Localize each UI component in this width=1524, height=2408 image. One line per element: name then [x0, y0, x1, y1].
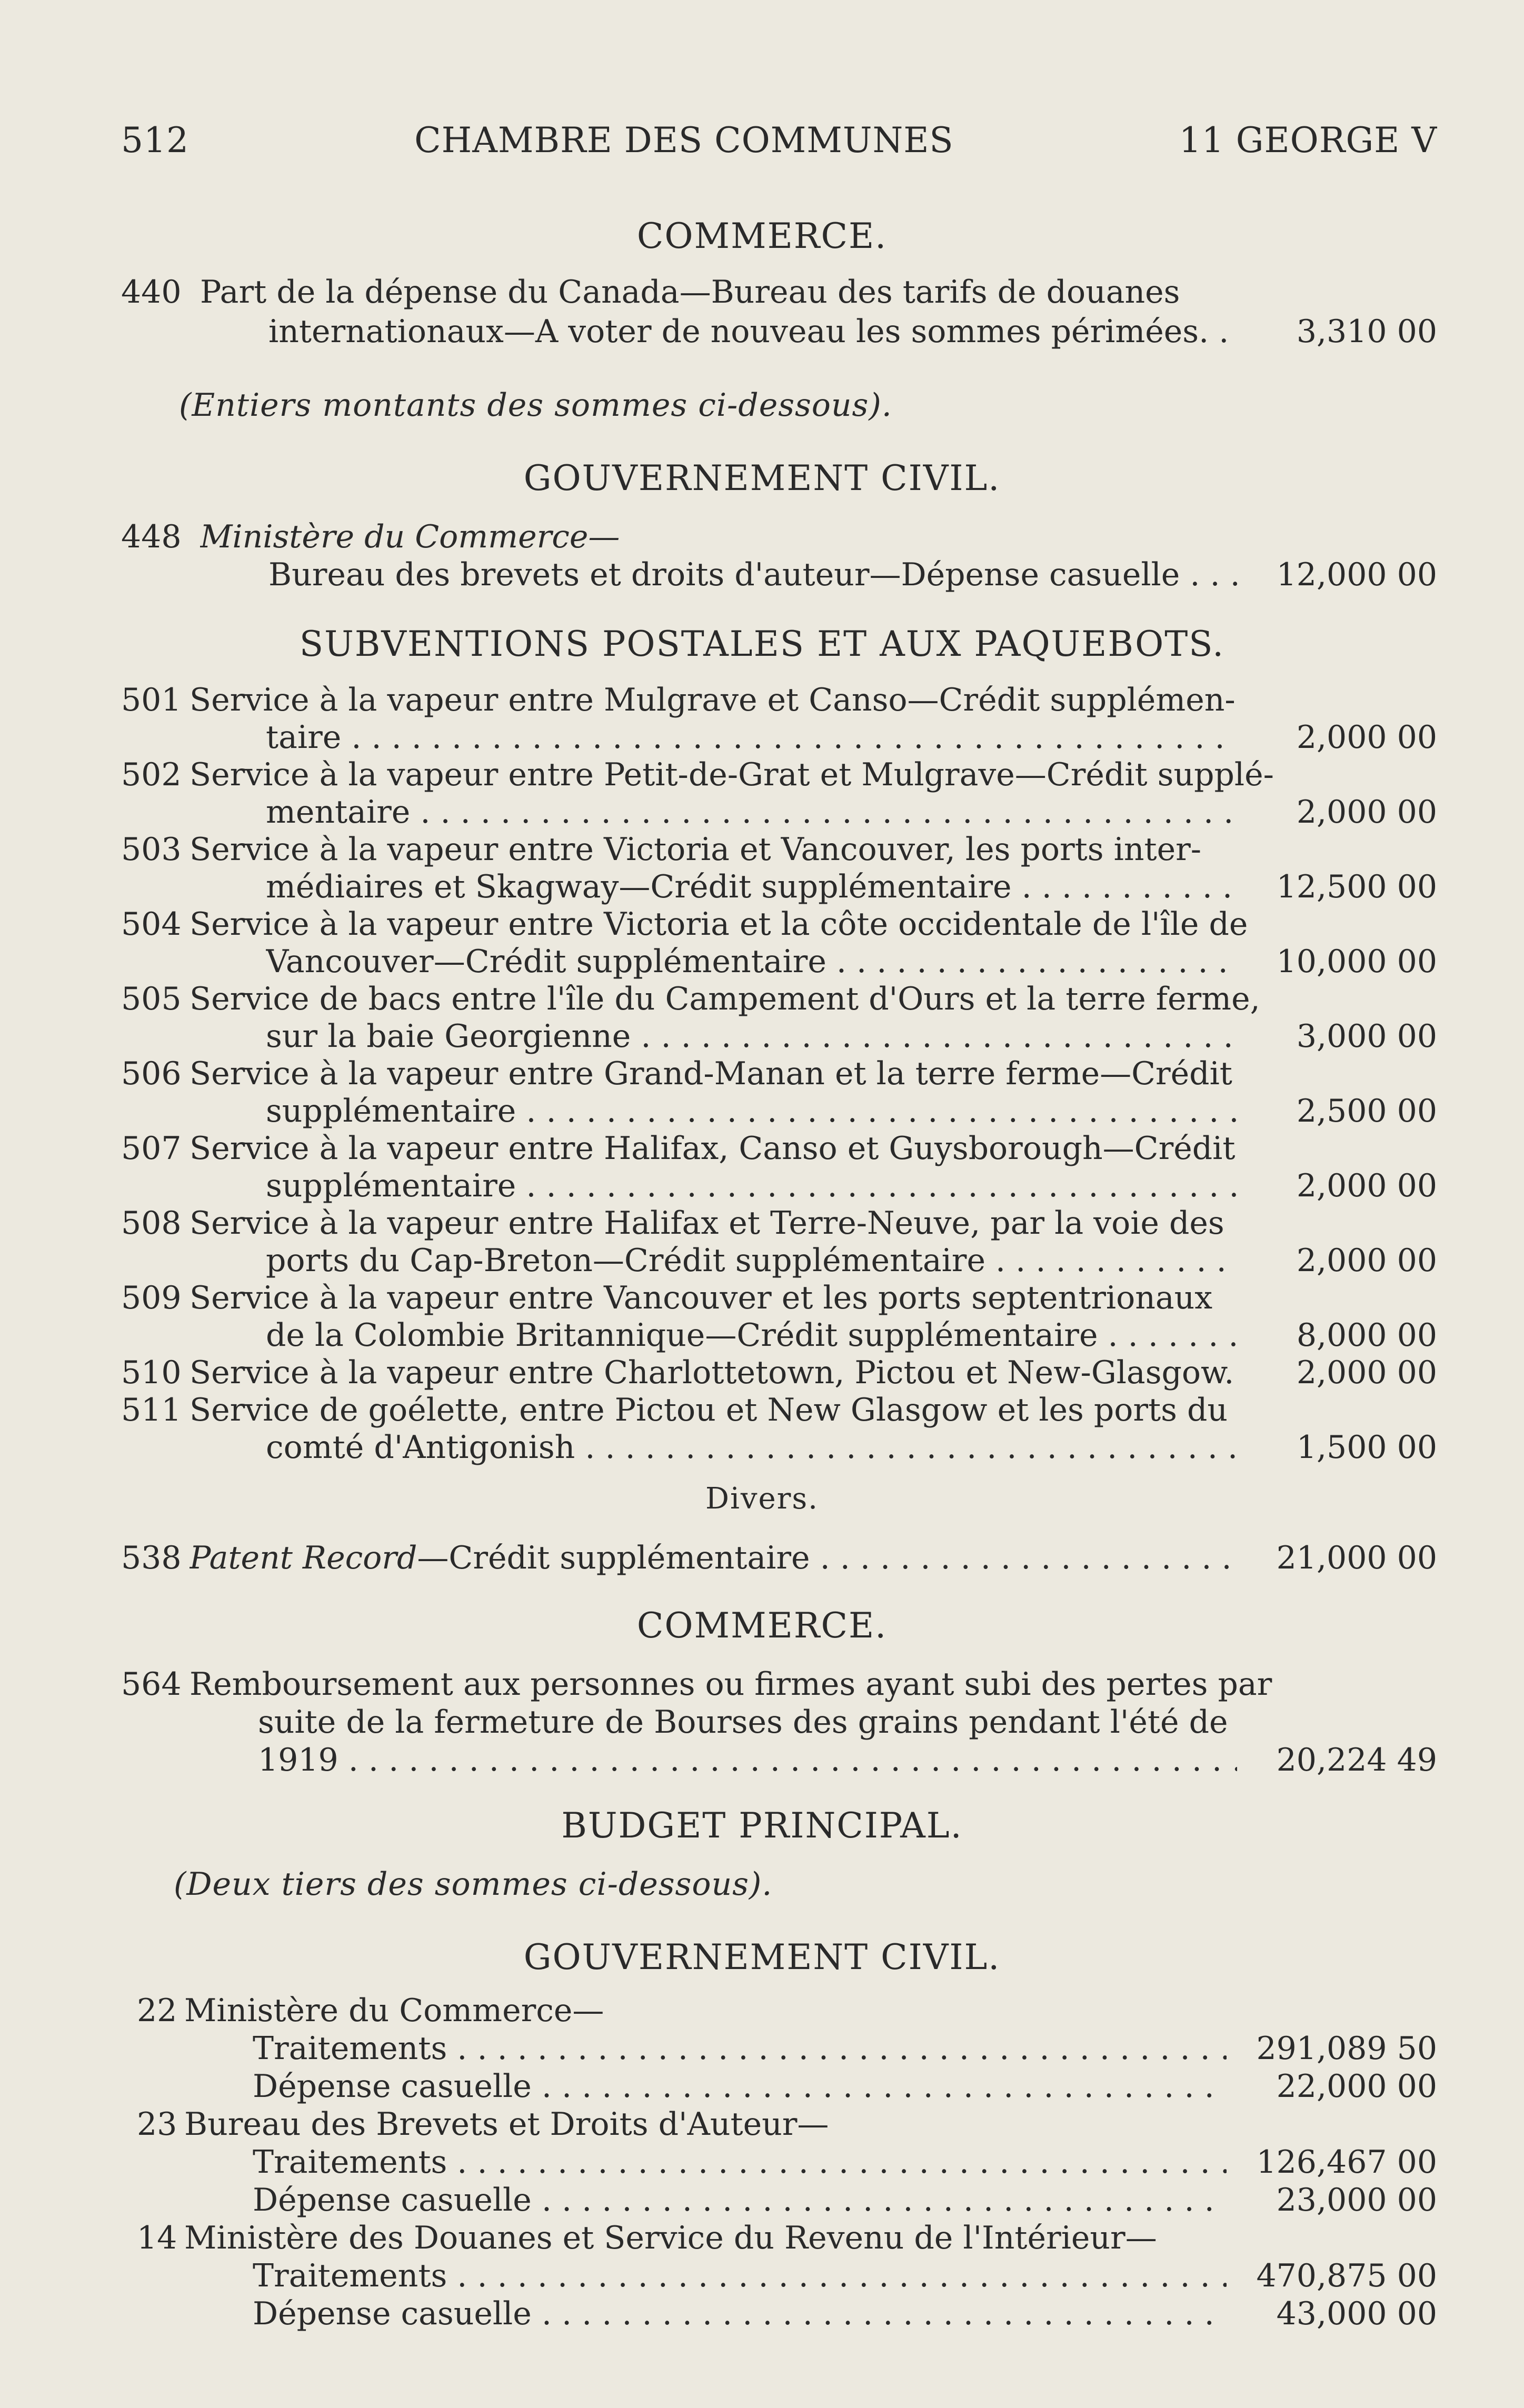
subvention-item-continued: ports du Cap-Breton—Crédit supplémentaire . . . 2,000 00 — [121, 1240, 1437, 1282]
amount: 10,000 00 — [1276, 943, 1437, 980]
subvention-item: 503 Service à la vapeur entre Victoria et Vancouver, les ports inter- — [121, 831, 1202, 868]
amount: 20,224 49 — [1276, 1742, 1437, 1778]
subvention-item-continued: taire . . . 2,000 00 — [121, 716, 1437, 758]
page-header — [121, 120, 1437, 161]
subvention-item-continued: mentaire . . . 2,000 00 — [121, 791, 1437, 833]
session-label: 11 GEORGE V — [1179, 120, 1437, 161]
running-title: CHAMBRE DES COMMUNES — [414, 120, 954, 161]
amount: 2,000 00 — [1296, 1167, 1437, 1204]
section-title-subventions: SUBVENTIONS POSTALES ET AUX PAQUEBOTS. — [299, 624, 1225, 664]
amount: 291,089 50 — [1256, 2030, 1437, 2067]
note-entiers: (Entiers montants des sommes ci-dessous). — [179, 387, 892, 424]
subvention-item: 508 Service à la vapeur entre Halifax et Terre-Neuve, par la voie des — [121, 1205, 1224, 1242]
amount: 3,000 00 — [1296, 1018, 1437, 1055]
subvention-item-continued: médiaires et Skagway—Crédit supplémentaire . . . 12,500 00 — [121, 866, 1437, 908]
section-title-commerce-2: COMMERCE. — [636, 1605, 888, 1646]
amount: 2,000 00 — [1296, 719, 1437, 756]
item-23-traitements: Traitements . . . 126,467 00 — [121, 2141, 1437, 2183]
item-22-traitements: Traitements . . . 291,089 50 — [121, 2027, 1437, 2070]
item-440-line1: 440 Part de la dépense du Canada—Bureau des tarifs de douanes — [121, 271, 1437, 313]
subvention-item: 510 Service à la vapeur entre Charlottetown, Pictou et New-Glasgow. 2,000 00 — [121, 1352, 1437, 1394]
item-440-line2: internationaux—A voter de nouveau les sommes périmées. . 3,310 00 — [121, 311, 1437, 353]
item-22-depense: Dépense casuelle . . . 22,000 00 — [121, 2065, 1437, 2107]
amount: 2,000 00 — [1296, 794, 1437, 831]
subvention-item-continued: supplémentaire . . . 2,500 00 — [121, 1090, 1437, 1132]
item-23-head: 23 Bureau des Brevets et Droits d'Auteur— — [137, 2106, 829, 2143]
amount: 470,875 00 — [1256, 2257, 1437, 2294]
item-14-depense: Dépense casuelle . . . 43,000 00 — [121, 2293, 1437, 2335]
subvention-item: 511 Service de goélette, entre Pictou et New Glasgow et les ports du — [121, 1392, 1228, 1428]
subvention-item: 509 Service à la vapeur entre Vancouver et les ports septentrionaux — [121, 1280, 1213, 1316]
subvention-item: 506 Service à la vapeur entre Grand-Manan et la terre ferme—Crédit — [121, 1055, 1232, 1092]
subvention-item-continued: sur la baie Georgienne . . . 3,000 00 — [121, 1015, 1437, 1057]
item-564-line2: suite de la fermeture de Bourses des grains pendant l'été de — [258, 1704, 1228, 1741]
amount: 43,000 00 — [1276, 2295, 1437, 2332]
amount: 2,500 00 — [1296, 1093, 1437, 1130]
item-448-line1: 448 Ministère du Commerce— — [121, 518, 620, 555]
subvention-item: 502 Service à la vapeur entre Petit-de-Grat et Mulgrave—Crédit supplé- — [121, 756, 1274, 793]
amount: 2,000 00 — [1296, 1354, 1437, 1391]
item-14-traitements: Traitements . . . 470,875 00 — [121, 2255, 1437, 2297]
subvention-item: 501 Service à la vapeur entre Mulgrave et Canso—Crédit supplémen- — [121, 682, 1236, 718]
item-564-line3: 1919 . . . 20,224 49 — [121, 1739, 1437, 1781]
subvention-item-continued: comté d'Antigonish . . . 1,500 00 — [121, 1426, 1437, 1468]
subvention-item-continued: supplémentaire . . . 2,000 00 — [121, 1165, 1437, 1207]
item-23-depense: Dépense casuelle . . . 23,000 00 — [121, 2179, 1437, 2221]
note-deux-tiers: (Deux tiers des sommes ci-dessous). — [174, 1866, 773, 1903]
section-title-gouvernement-civil: GOUVERNEMENT CIVIL. — [523, 458, 1001, 498]
amount: 8,000 00 — [1296, 1317, 1437, 1354]
section-title-commerce: COMMERCE. — [636, 216, 888, 256]
amount: 12,500 00 — [1276, 868, 1437, 905]
subvention-item-continued: de la Colombie Britannique—Crédit supplémentaire . . . 8,000 00 — [121, 1314, 1437, 1356]
amount: 1,500 00 — [1296, 1429, 1437, 1466]
section-title-divers: Divers. — [705, 1482, 819, 1516]
subvention-item-continued: Vancouver—Crédit supplémentaire . . . 10,000 00 — [121, 941, 1437, 983]
amount: 3,310 00 — [1296, 313, 1437, 350]
subvention-item: 504 Service à la vapeur entre Victoria et la côte occidentale de l'île de — [121, 906, 1248, 943]
subvention-item: 507 Service à la vapeur entre Halifax, Canso et Guysborough—Crédit — [121, 1130, 1236, 1167]
item-564-line1: 564 Remboursement aux personnes ou firmes ayant subi des pertes par — [121, 1666, 1272, 1703]
section-title-gouvernement-civil-2: GOUVERNEMENT CIVIL. — [523, 1937, 1001, 1977]
item-538: 538 Patent Record—Crédit supplémentaire . . . 21,000 00 — [121, 1537, 1437, 1579]
item-14-head: 14 Ministère des Douanes et Service du Revenu de l'Intérieur— — [137, 2220, 1157, 2256]
amount: 22,000 00 — [1276, 2068, 1437, 2105]
section-title-budget-principal: BUDGET PRINCIPAL. — [561, 1805, 963, 1846]
amount: 12,000 00 — [1276, 556, 1437, 593]
item-22-head: 22 Ministère du Commerce— — [137, 1992, 604, 2029]
item-448-line2: Bureau des brevets et droits d'auteur—Dépense casuelle . . . 12,000 00 — [121, 554, 1437, 596]
amount: 21,000 00 — [1276, 1540, 1437, 1576]
amount: 23,000 00 — [1276, 2182, 1437, 2219]
subvention-item: 505 Service de bacs entre l'île du Campement d'Ours et la terre ferme, — [121, 981, 1260, 1017]
page-number: 512 — [121, 120, 189, 161]
amount: 126,467 00 — [1256, 2144, 1437, 2181]
item-number: 440 — [121, 274, 182, 311]
amount: 2,000 00 — [1296, 1242, 1437, 1279]
